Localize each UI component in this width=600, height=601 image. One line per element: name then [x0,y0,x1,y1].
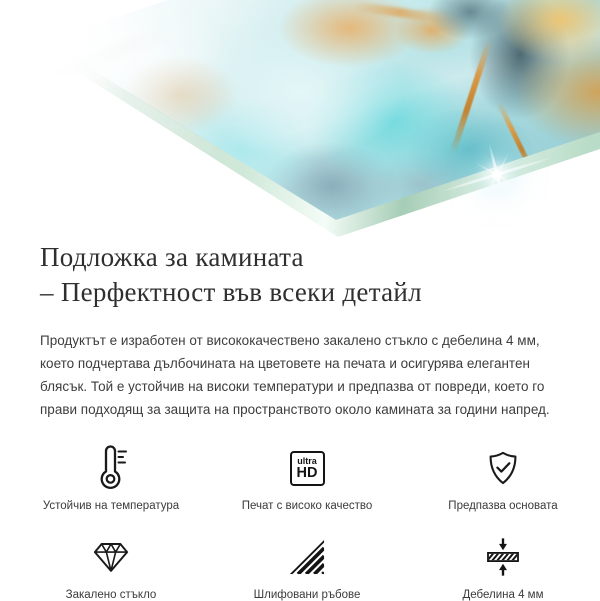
feature-label: Печат с високо качество [241,500,373,512]
feature-print-quality [209,445,405,512]
feature-label: Предпазва основата [448,500,558,512]
features-grid [13,445,600,601]
ultra-hd-icon [290,445,325,491]
shield-check-icon [485,445,521,491]
feature-thickness [405,534,600,601]
thickness-icon [483,534,523,580]
diamond-icon [91,534,131,580]
title-line-1: Подложка за камината [40,242,304,272]
ultra-hd-text-bottom: HD [296,465,318,481]
feature-polished-edges [209,534,405,601]
feature-label: Шлифовани ръбове [253,589,361,601]
gold-vein [450,40,492,154]
page-title [40,240,560,310]
feature-label: Дебелина 4 мм [462,589,544,601]
ultra-hd-box [290,451,325,486]
feature-label: Закалено стъкло [65,589,157,601]
hero-product-photo [0,0,600,240]
thermometer-icon [91,445,131,491]
gold-vein [352,1,448,23]
feature-base-protection [405,445,600,512]
feature-temperature [13,445,209,512]
title-line-2: – Перфектност във всеки детайл [40,277,422,307]
feature-tempered-glass [13,534,209,601]
content-section [0,240,600,421]
product-description: Продуктът е изработен от висококачествено закалено стъкло с дебелина 4 мм, което подчертава дълбочината на цветовете на печата и осигурява елегантен блясък. Той е устойчив на високи температури и предпазва от повреди, което го прави подходящ за защита на пространството около камината за години напред. [40,333,550,417]
polished-edges-icon [289,534,325,580]
feature-label: Устойчив на температура [42,500,180,512]
ultra-hd-text-top: ultra [297,456,317,466]
